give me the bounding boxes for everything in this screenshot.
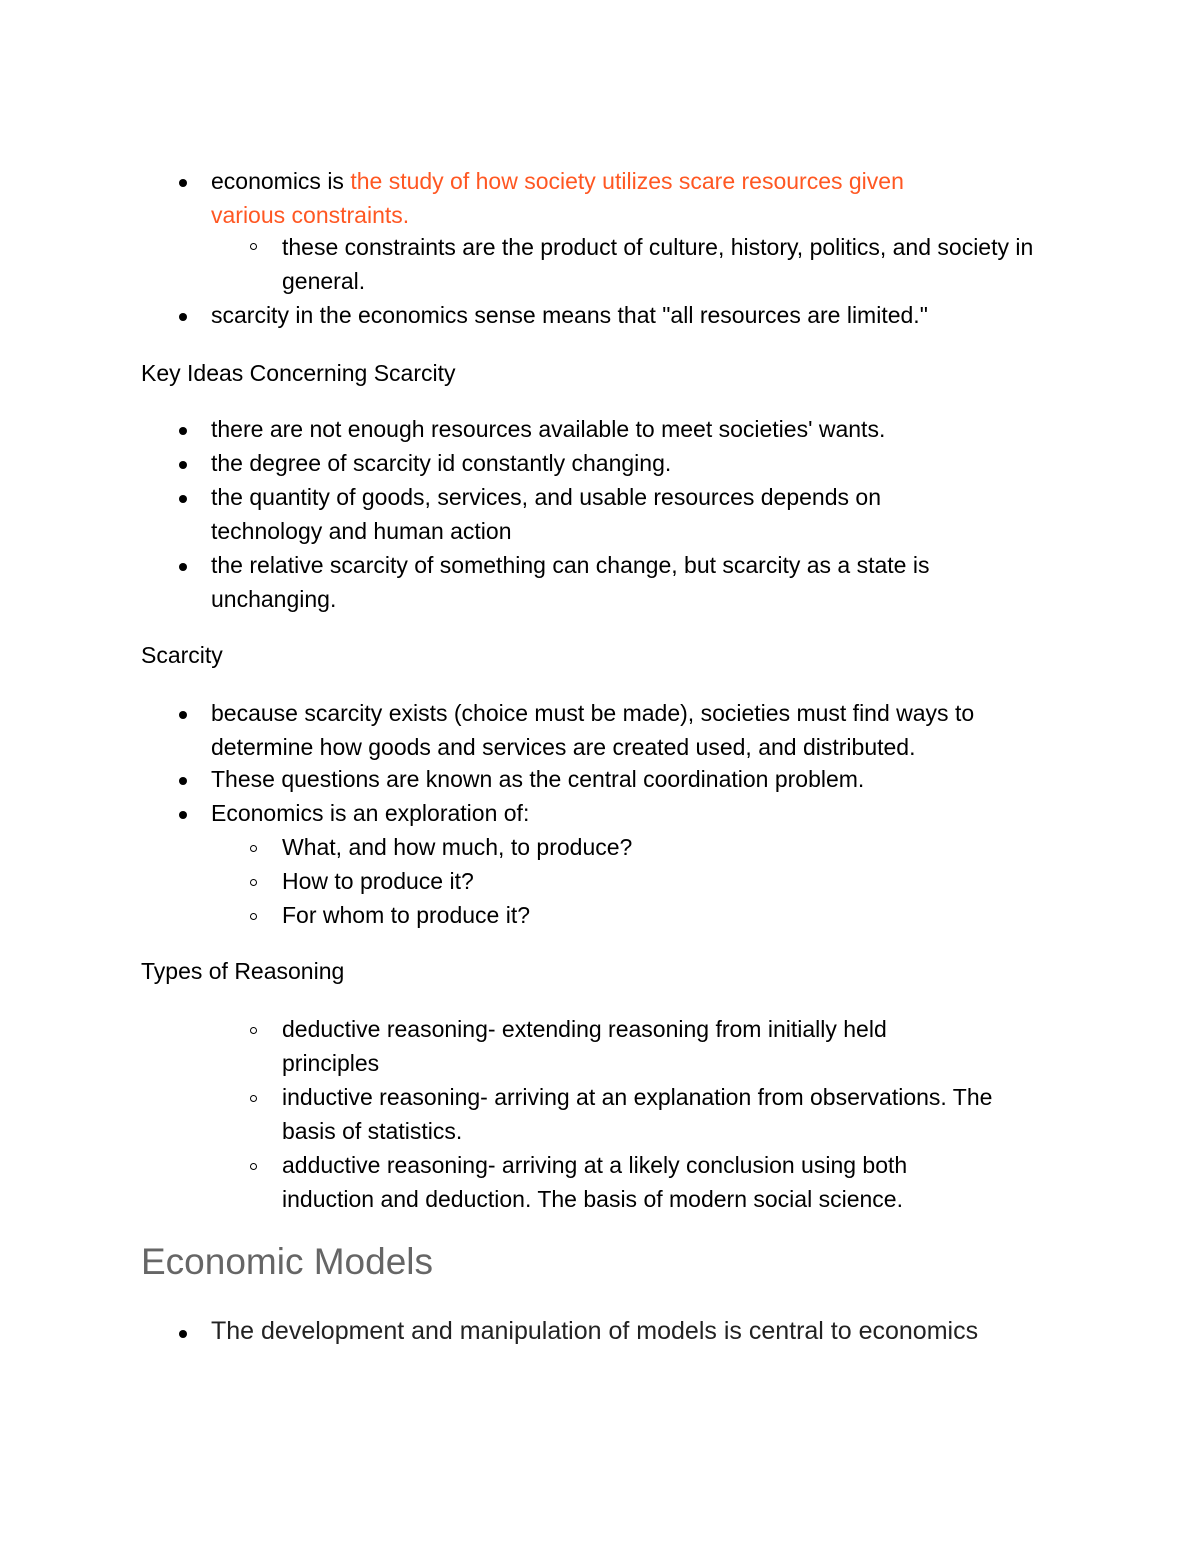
definition-prefix: economics is (211, 168, 351, 194)
section-heading-scarcity: Scarcity (141, 642, 223, 668)
bullet-disc-icon (179, 313, 187, 321)
bullet-circle-icon (250, 1163, 257, 1170)
list-item: Economics is an exploration of: (211, 800, 530, 826)
list-item: the relative scarcity of something can change, but scarcity as a state is unchanging. (211, 552, 930, 612)
bullet-disc-icon (179, 461, 187, 469)
section-heading-reasoning: Types of Reasoning (141, 958, 345, 984)
list-item: there are not enough resources available to meet societies' wants. (211, 416, 886, 442)
list-item: because scarcity exists (choice must be made), societies must find ways to determine how goods and services are created used, and distributed. (211, 700, 975, 760)
list-item: the quantity of goods, services, and usable resources depends on technology and human action (211, 484, 881, 544)
bullet-disc-icon (179, 563, 187, 571)
sub-item-constraints: these constraints are the product of culture, history, politics, and society in general. (282, 234, 1034, 294)
sub-item: adductive reasoning- arriving at a likely conclusion using both induction and deduction. The basis of modern social science. (282, 1152, 908, 1212)
sub-item: For whom to produce it? (282, 902, 531, 928)
page-title-economic-models: Economic Models (141, 1241, 434, 1282)
bullet-circle-icon (250, 845, 257, 852)
bullet-disc-icon (179, 495, 187, 503)
list-item: The development and manipulation of models is central to economics (211, 1317, 979, 1345)
bullet-disc-icon (179, 1330, 187, 1338)
bullet-circle-icon (250, 879, 257, 886)
sub-item: What, and how much, to produce? (282, 834, 633, 860)
bullet-circle-icon (250, 1027, 257, 1034)
bullet-circle-icon (250, 1095, 257, 1102)
list-item: the degree of scarcity id constantly changing. (211, 450, 672, 476)
sub-item: How to produce it? (282, 868, 474, 894)
list-item: These questions are known as the central coordination problem. (211, 766, 865, 792)
sub-item: deductive reasoning- extending reasoning from initially held principles (282, 1016, 887, 1076)
list-item-economics-definition (211, 164, 1091, 232)
definition-highlight-line2: various constraints. (211, 202, 410, 228)
bullet-disc-icon (179, 427, 187, 435)
bullet-disc-icon (179, 811, 187, 819)
bullet-disc-icon (179, 711, 187, 719)
sub-item: inductive reasoning- arriving at an explanation from observations. The basis of statistics. (282, 1084, 993, 1144)
bullet-circle-icon (250, 913, 257, 920)
bullet-disc-icon (179, 179, 187, 187)
list-item-scarcity-sense: scarcity in the economics sense means that "all resources are limited." (211, 302, 928, 328)
bullet-circle-icon (250, 243, 257, 250)
section-heading-key-ideas: Key Ideas Concerning Scarcity (141, 360, 456, 386)
definition-highlight-line1: the study of how society utilizes scare resources given (350, 168, 904, 194)
bullet-disc-icon (179, 777, 187, 785)
